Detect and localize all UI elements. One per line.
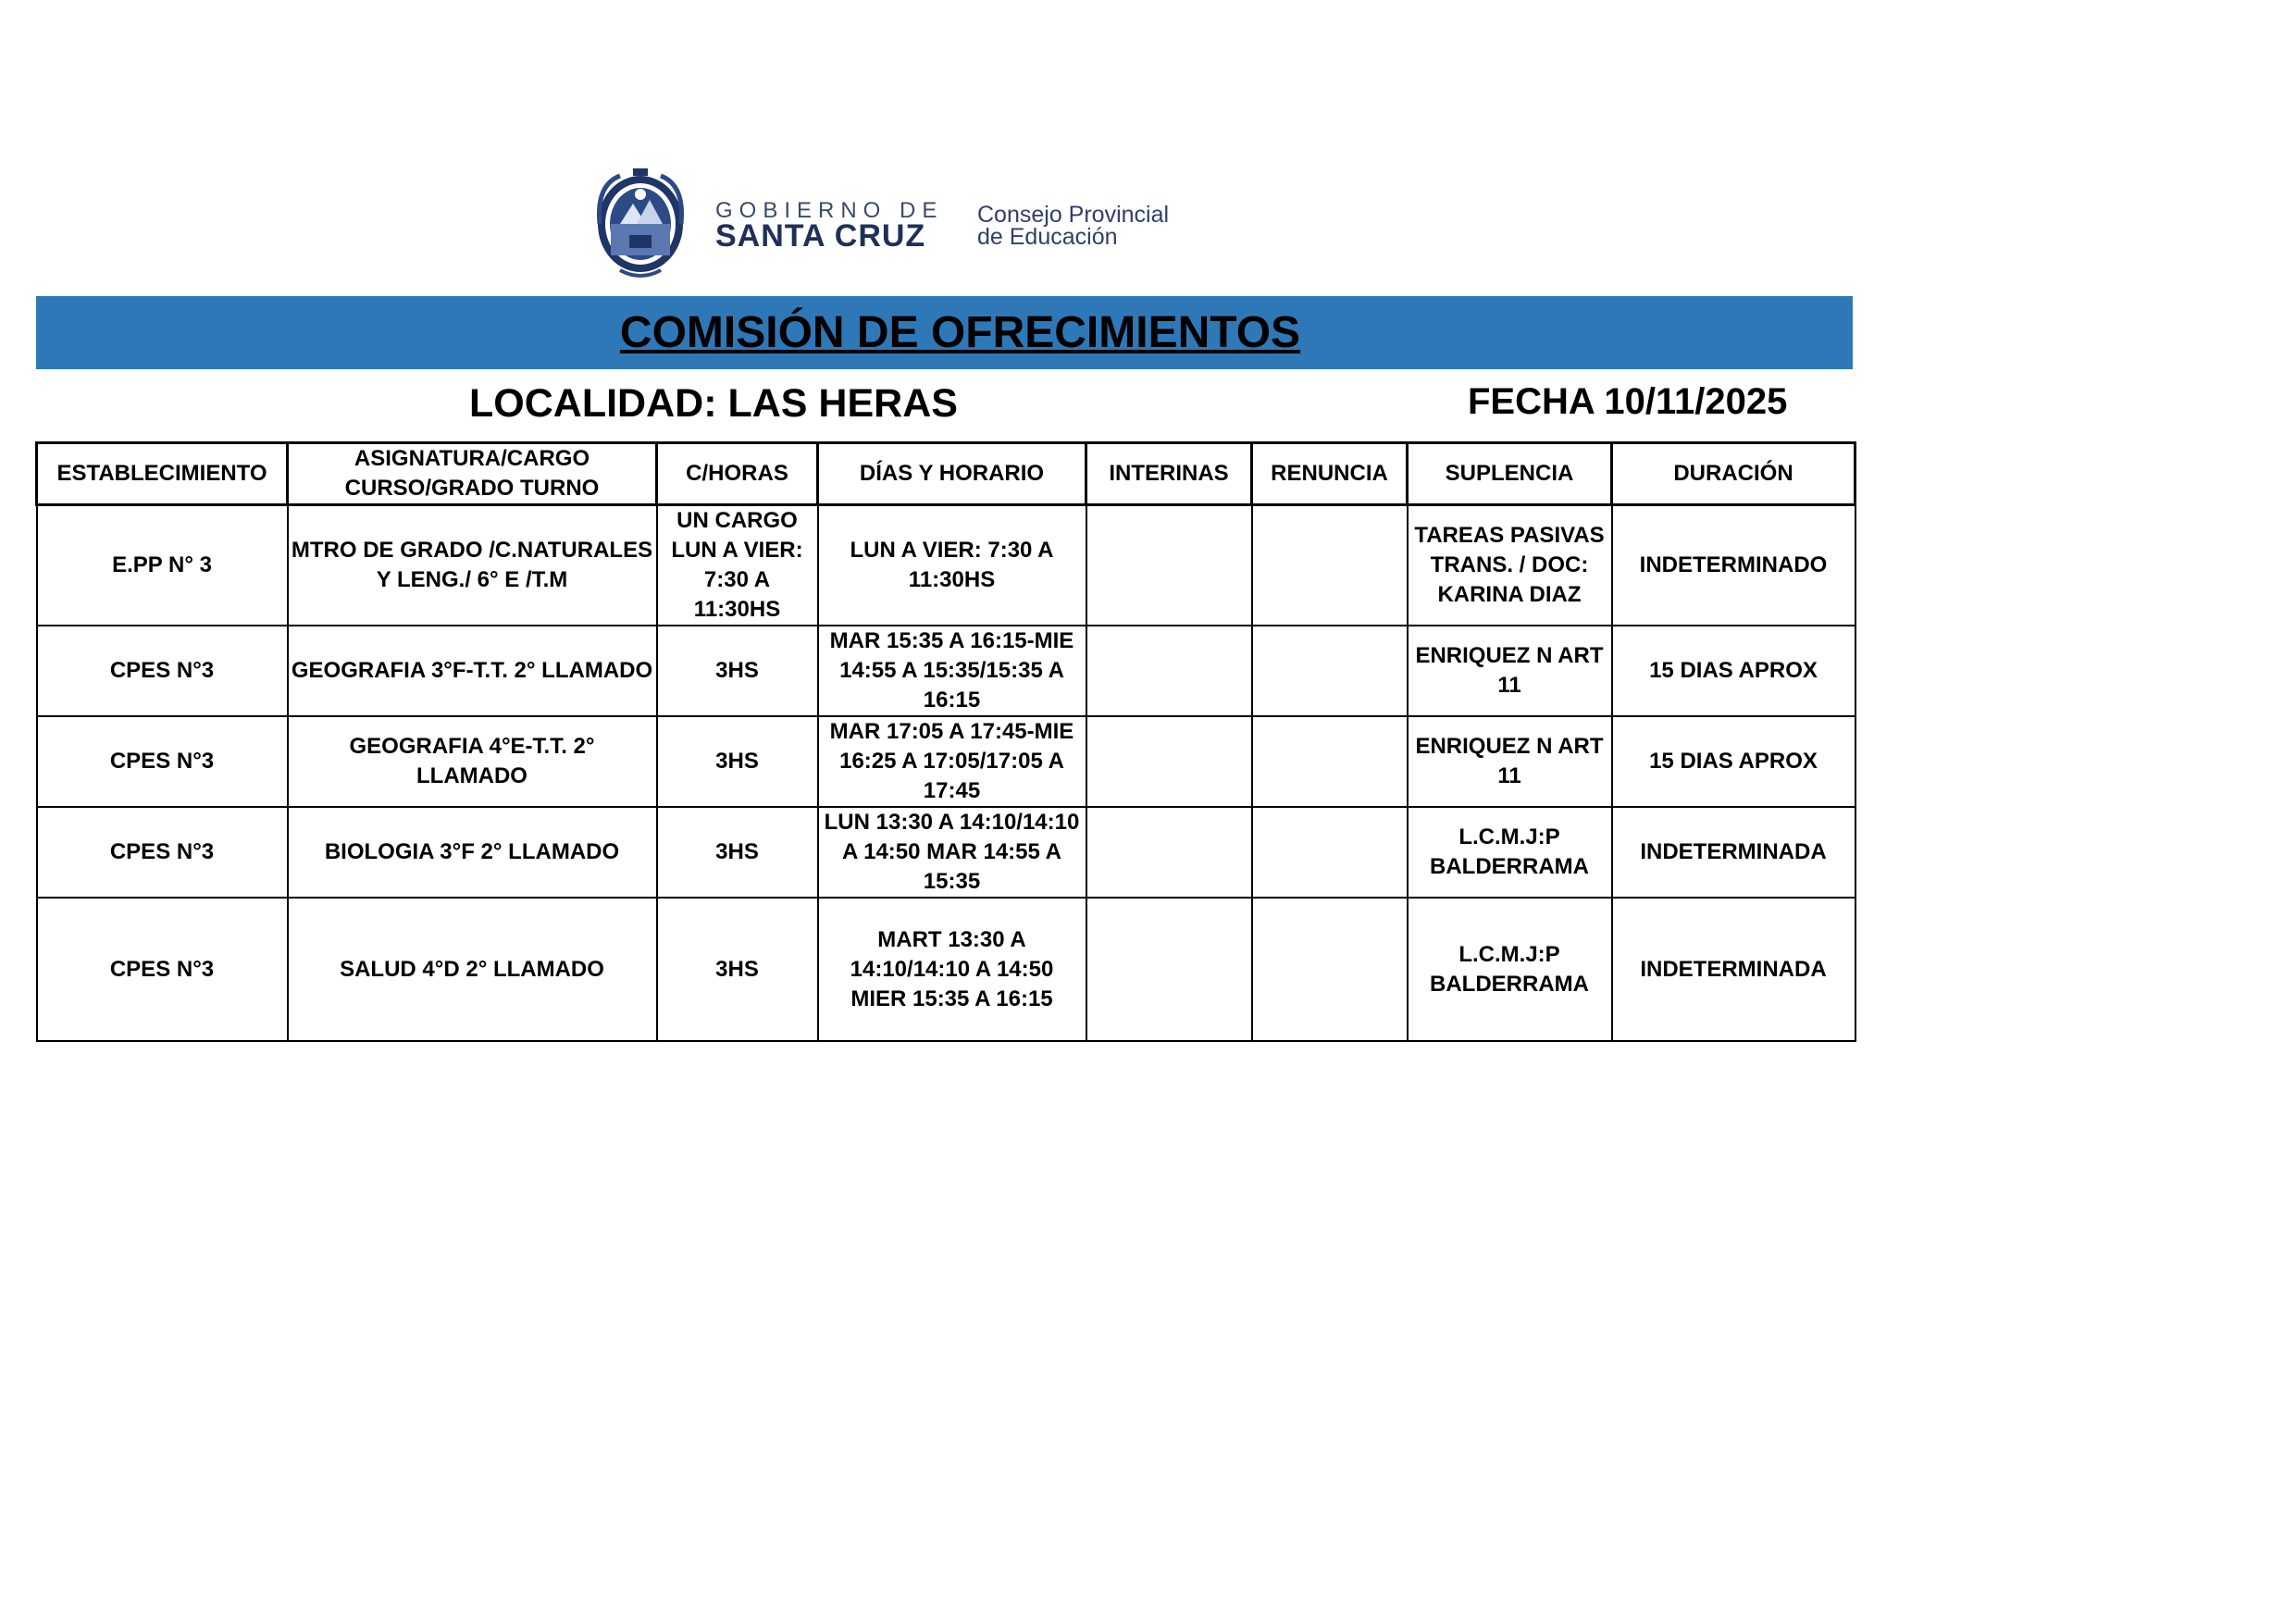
table-row: [37, 716, 1855, 807]
localidad-label: LOCALIDAD: LAS HERAS: [469, 381, 958, 426]
gobierno-label: GOBIERNO DE: [715, 198, 944, 223]
coat-of-arms-icon: [592, 167, 689, 282]
cell-horas: 3HS: [657, 898, 818, 1041]
col-duracion: DURACIÓN: [1612, 443, 1855, 505]
table-row: [37, 898, 1855, 1041]
cell-horas: UN CARGO LUN A VIER: 7:30 A 11:30HS: [657, 505, 818, 626]
offers-table: [35, 441, 1856, 1042]
cell-renuncia: [1252, 807, 1408, 898]
header-logo: [592, 167, 1203, 282]
col-horario: DÍAS Y HORARIO: [818, 443, 1086, 505]
cell-horas: 3HS: [657, 626, 818, 716]
col-establecimiento: ESTABLECIMIENTO: [37, 443, 288, 505]
consejo-label: Consejo Provincial: [977, 202, 1170, 228]
cell-renuncia: [1252, 898, 1408, 1041]
cell-suplencia: ENRIQUEZ N ART 11: [1408, 626, 1612, 716]
fecha-label: FECHA 10/11/2025: [1468, 381, 1788, 422]
col-suplencia: SUPLENCIA: [1408, 443, 1612, 505]
cell-horario: LUN A VIER: 7:30 A 11:30HS: [818, 505, 1086, 626]
consejo-sublabel: de Educación: [977, 224, 1118, 250]
cell-interinas: [1086, 626, 1252, 716]
cell-establecimiento: CPES N°3: [37, 807, 288, 898]
cell-suplencia: TAREAS PASIVAS TRANS. / DOC: KARINA DIAZ: [1408, 505, 1612, 626]
cell-interinas: [1086, 807, 1252, 898]
cell-duracion: 15 DIAS APROX: [1612, 716, 1855, 807]
cell-renuncia: [1252, 505, 1408, 626]
table-row: [37, 626, 1855, 716]
cell-establecimiento: CPES N°3: [37, 716, 288, 807]
cell-suplencia: L.C.M.J:P BALDERRAMA: [1408, 807, 1612, 898]
cell-horario: MART 13:30 A 14:10/14:10 A 14:50 MIER 15:35 A 16:15: [818, 898, 1086, 1041]
title-banner: [36, 296, 1853, 369]
cell-duracion: INDETERMINADO: [1612, 505, 1855, 626]
col-renuncia: RENUNCIA: [1252, 443, 1408, 505]
cell-establecimiento: CPES N°3: [37, 626, 288, 716]
cell-horas: 3HS: [657, 716, 818, 807]
cell-renuncia: [1252, 626, 1408, 716]
cell-duracion: INDETERMINADA: [1612, 807, 1855, 898]
cell-asignatura: BIOLOGIA 3°F 2° LLAMADO: [288, 807, 657, 898]
cell-suplencia: L.C.M.J:P BALDERRAMA: [1408, 898, 1612, 1041]
col-horas: C/HORAS: [657, 443, 818, 505]
cell-asignatura: SALUD 4°D 2° LLAMADO: [288, 898, 657, 1041]
cell-duracion: INDETERMINADA: [1612, 898, 1855, 1041]
santa-cruz-label: SANTA CRUZ: [715, 218, 926, 254]
cell-asignatura: GEOGRAFIA 3°F-T.T. 2° LLAMADO: [288, 626, 657, 716]
cell-establecimiento: E.PP N° 3: [37, 505, 288, 626]
cell-suplencia: ENRIQUEZ N ART 11: [1408, 716, 1612, 807]
cell-establecimiento: CPES N°3: [37, 898, 288, 1041]
cell-horario: LUN 13:30 A 14:10/14:10 A 14:50 MAR 14:55 A 15:35: [818, 807, 1086, 898]
cell-duracion: 15 DIAS APROX: [1612, 626, 1855, 716]
table-row: [37, 807, 1855, 898]
cell-horario: MAR 15:35 A 16:15-MIE 14:55 A 15:35/15:35 A 16:15: [818, 626, 1086, 716]
cell-interinas: [1086, 505, 1252, 626]
cell-asignatura: GEOGRAFIA 4°E-T.T. 2° LLAMADO: [288, 716, 657, 807]
table-row: [37, 505, 1855, 626]
col-interinas: INTERINAS: [1086, 443, 1252, 505]
cell-interinas: [1086, 716, 1252, 807]
page-title: COMISIÓN DE OFRECIMIENTOS: [619, 308, 1301, 357]
table-header-row: [37, 443, 1855, 505]
cell-asignatura: MTRO DE GRADO /C.NATURALES Y LENG./ 6° E /T.M: [288, 505, 657, 626]
col-asignatura: ASIGNATURA/CARGO CURSO/GRADO TURNO: [288, 443, 657, 505]
cell-interinas: [1086, 898, 1252, 1041]
cell-renuncia: [1252, 716, 1408, 807]
cell-horas: 3HS: [657, 807, 818, 898]
cell-horario: MAR 17:05 A 17:45-MIE 16:25 A 17:05/17:05 A 17:45: [818, 716, 1086, 807]
